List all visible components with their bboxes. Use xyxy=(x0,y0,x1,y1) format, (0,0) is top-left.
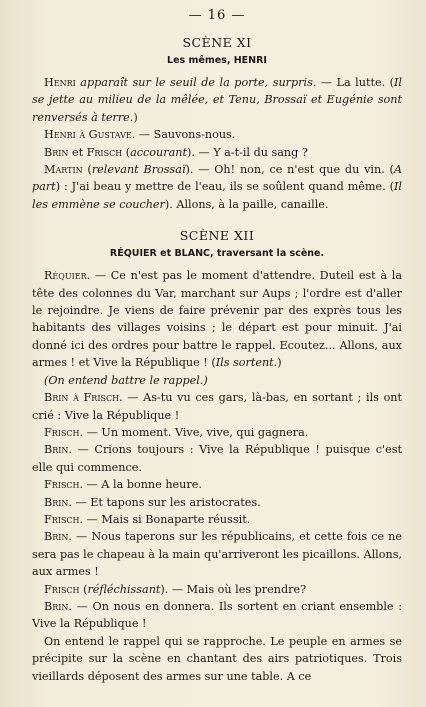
text-run: Frisch. xyxy=(44,478,84,492)
scene-11-text xyxy=(32,74,402,213)
text-run: Frisch xyxy=(44,582,80,596)
text-run: — Crions toujours : Vive la République ! puisque c'est elle qui commence. xyxy=(32,443,402,474)
scene-11-subtitle: Les mêmes, HENRI xyxy=(167,55,267,66)
text-run: A part xyxy=(32,163,403,194)
text-run: Brin xyxy=(44,145,69,159)
text-run: — Un moment. Vive, vive, qui gagnera. xyxy=(83,425,309,439)
paragraph xyxy=(32,441,402,476)
paragraph xyxy=(32,126,402,143)
paragraph xyxy=(32,161,402,213)
text-run: réfléchissant xyxy=(87,582,161,596)
text-run: ) xyxy=(277,356,282,370)
scene-11-title: SCÈNE XI xyxy=(182,35,252,50)
text-run: On entend le rappel qui se rapproche. Le peuple en armes se précipite sur la scène en chantant des airs patriotiques. Trois vieillards déposent des armes sur une table. A ce xyxy=(32,634,402,683)
paragraph xyxy=(32,476,402,493)
text-run: ) : J'ai beau y mettre de l'eau, ils se soûlent quand même. ( xyxy=(55,180,394,194)
paragraph xyxy=(32,494,402,511)
text-run: Henri xyxy=(44,76,76,89)
text-run: Brin. xyxy=(44,443,72,457)
text-run: ). — Mais où les prendre? xyxy=(160,582,307,596)
paragraph xyxy=(32,581,402,598)
paragraph xyxy=(32,633,402,685)
text-run: ) xyxy=(133,110,138,124)
text-run: Il se jette au milieu de la mêlée, et Tenu, Brossaï et Eugénie sont renversés à terre. xyxy=(32,76,402,124)
paragraph xyxy=(32,389,402,424)
text-run: Brin. xyxy=(44,599,72,613)
text-run: Henri à Gustave. xyxy=(44,128,136,142)
text-run: Martin xyxy=(44,163,83,177)
text-run: Brin. xyxy=(44,530,72,544)
text-run: relevant Brossaï xyxy=(91,163,186,177)
text-run: ). Allons, à la paille, canaille. xyxy=(164,197,329,211)
text-run: Brin. xyxy=(44,495,72,509)
paragraph xyxy=(32,598,402,633)
scene-12-subtitle: RÉQUIER et BLANC, traversant la scène. xyxy=(109,248,325,260)
text-run: ). — Y a-t-il du sang ? xyxy=(186,145,308,159)
text-run: ). — Oh! non, ce n'est que du vin. ( xyxy=(185,163,394,177)
text-run: — Mais si Bonaparte réussit. xyxy=(83,512,251,526)
paragraph xyxy=(32,528,402,580)
text-run: — Nous taperons sur les républicains, et cette fois ce ne sera pas le chapeau à la main qu'arriveront les picaillons. Allons, aux armes ! xyxy=(32,530,402,579)
text-run: — La lutte. ( xyxy=(316,76,394,89)
text-run: Frisch. xyxy=(44,425,84,439)
text-run: Réquier. xyxy=(44,269,91,283)
text-run: ( xyxy=(79,582,88,596)
text-run: et xyxy=(68,145,87,159)
page-number: — 16 — xyxy=(188,8,246,23)
text-run: — Ce n'est pas le moment d'attendre. Duteil est à la tête des colonnes du Var, marchant sur Aups ; l'ordre est d'aller le rejoindre. Je viens de faire prévenir par des exprès tous les habitants des villages voisins ; le départ est pour minuit. J'ai donné ici des ordres pour battre le rappel. Ecoutez... Allons, aux armes ! et Vive la République ! ( xyxy=(32,269,402,370)
paragraph xyxy=(32,372,402,389)
text-run: Frisch. xyxy=(44,512,84,526)
paragraph xyxy=(32,267,402,371)
text-run: Brin à Frisch. xyxy=(44,391,123,405)
text-run: (On entend battre le rappel.) xyxy=(44,373,208,387)
text-run: Il les emmène se coucher xyxy=(32,180,402,211)
text-run: — On nous en donnera. Ils sortent en criant ensemble : Vive la République ! xyxy=(32,599,402,631)
text-run: ( xyxy=(122,145,131,159)
text-run: apparaît sur le seuil de la porte, surpris. xyxy=(75,76,317,89)
text-run: accourant xyxy=(130,145,187,159)
text-run: — Et tapons sur les aristocrates. xyxy=(71,495,261,509)
text-run: ( xyxy=(82,163,92,177)
scene-12-title: SCÈNE XII xyxy=(179,228,255,244)
paragraph xyxy=(32,144,402,161)
scene-12-text xyxy=(32,267,402,685)
text-run: Frisch xyxy=(86,145,123,159)
text-run: Ils sortent. xyxy=(215,356,278,370)
paragraph xyxy=(32,74,402,126)
paragraph xyxy=(32,424,402,441)
text-run: — As-tu vu ces gars, là-bas, en sortant ; ils ont crié : Vive la République ! xyxy=(32,391,403,422)
paragraph xyxy=(32,511,402,528)
text-run: — Sauvons-nous. xyxy=(135,128,236,142)
text-run: — A la bonne heure. xyxy=(83,478,202,492)
